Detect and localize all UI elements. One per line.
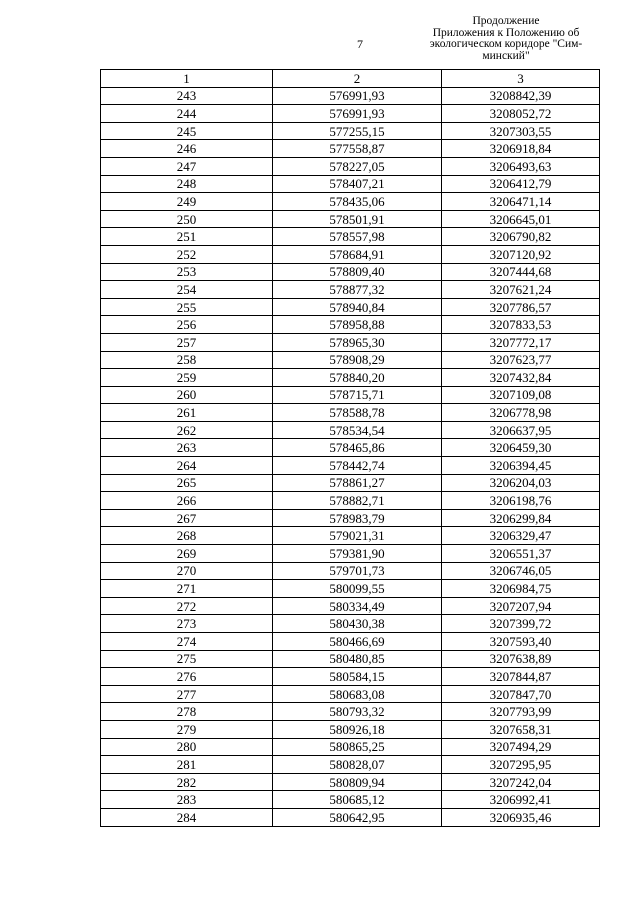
table-row — [101, 457, 600, 475]
table-row — [101, 105, 600, 123]
table-row — [101, 281, 600, 299]
x-coordinate-cell: 577558,87 — [273, 140, 442, 158]
x-coordinate-cell: 578882,71 — [273, 492, 442, 510]
table-row — [101, 369, 600, 387]
x-coordinate-cell: 577255,15 — [273, 122, 442, 140]
point-number-cell: 266 — [101, 492, 273, 510]
table-row — [101, 615, 600, 633]
table-header-row — [101, 70, 600, 88]
table-row — [101, 386, 600, 404]
point-number-cell: 259 — [101, 369, 273, 387]
table-row — [101, 157, 600, 175]
x-coordinate-cell: 578435,06 — [273, 193, 442, 211]
table-row — [101, 685, 600, 703]
point-number-cell: 260 — [101, 386, 273, 404]
x-coordinate-cell: 578965,30 — [273, 333, 442, 351]
table-row — [101, 633, 600, 651]
point-number-cell: 255 — [101, 298, 273, 316]
table-row — [101, 773, 600, 791]
x-coordinate-cell: 578861,27 — [273, 474, 442, 492]
x-coordinate-cell: 578501,91 — [273, 210, 442, 228]
x-coordinate-cell: 579021,31 — [273, 527, 442, 545]
point-number-cell: 277 — [101, 685, 273, 703]
table-row — [101, 193, 600, 211]
table-row — [101, 351, 600, 369]
point-number-cell: 281 — [101, 756, 273, 774]
x-coordinate-cell: 578958,88 — [273, 316, 442, 334]
coordinates-table — [100, 69, 600, 827]
y-coordinate-cell: 3206746,05 — [442, 562, 600, 580]
x-coordinate-cell: 578465,86 — [273, 439, 442, 457]
x-coordinate-cell: 580430,38 — [273, 615, 442, 633]
point-number-cell: 248 — [101, 175, 273, 193]
table-row — [101, 756, 600, 774]
point-number-cell: 284 — [101, 808, 273, 826]
y-coordinate-cell: 3206198,76 — [442, 492, 600, 510]
y-coordinate-cell: 3206918,84 — [442, 140, 600, 158]
point-number-cell: 273 — [101, 615, 273, 633]
point-number-cell: 275 — [101, 650, 273, 668]
x-coordinate-cell: 578983,79 — [273, 509, 442, 527]
x-coordinate-cell: 580865,25 — [273, 738, 442, 756]
point-number-cell: 270 — [101, 562, 273, 580]
x-coordinate-cell: 578908,29 — [273, 351, 442, 369]
y-coordinate-cell: 3206459,30 — [442, 439, 600, 457]
x-coordinate-cell: 578715,71 — [273, 386, 442, 404]
table-row — [101, 650, 600, 668]
header-note-line: минский" — [482, 49, 530, 62]
x-coordinate-cell: 578940,84 — [273, 298, 442, 316]
x-coordinate-cell: 580793,32 — [273, 703, 442, 721]
y-coordinate-cell: 3206299,84 — [442, 509, 600, 527]
point-number-cell: 250 — [101, 210, 273, 228]
x-coordinate-cell: 580099,55 — [273, 580, 442, 598]
point-number-cell: 263 — [101, 439, 273, 457]
point-number-cell: 249 — [101, 193, 273, 211]
y-coordinate-cell: 3207242,04 — [442, 773, 600, 791]
x-coordinate-cell: 579381,90 — [273, 545, 442, 563]
x-coordinate-cell: 580584,15 — [273, 668, 442, 686]
x-coordinate-cell: 578227,05 — [273, 157, 442, 175]
table-row — [101, 87, 600, 105]
table-row — [101, 210, 600, 228]
point-number-cell: 282 — [101, 773, 273, 791]
point-number-cell: 252 — [101, 245, 273, 263]
x-coordinate-cell: 576991,93 — [273, 105, 442, 123]
table-row — [101, 175, 600, 193]
point-number-cell: 262 — [101, 421, 273, 439]
point-number-cell: 254 — [101, 281, 273, 299]
y-coordinate-cell: 3206645,01 — [442, 210, 600, 228]
y-coordinate-cell: 3206329,47 — [442, 527, 600, 545]
table-row — [101, 492, 600, 510]
y-coordinate-cell: 3208052,72 — [442, 105, 600, 123]
table-row — [101, 562, 600, 580]
point-number-cell: 264 — [101, 457, 273, 475]
table-row — [101, 703, 600, 721]
y-coordinate-cell: 3207621,24 — [442, 281, 600, 299]
point-number-cell: 268 — [101, 527, 273, 545]
point-number-cell: 258 — [101, 351, 273, 369]
y-coordinate-cell: 3206992,41 — [442, 791, 600, 809]
point-number-cell: 256 — [101, 316, 273, 334]
table-row — [101, 597, 600, 615]
x-coordinate-cell: 578877,32 — [273, 281, 442, 299]
point-number-cell: 269 — [101, 545, 273, 563]
point-number-cell: 247 — [101, 157, 273, 175]
y-coordinate-cell: 3206394,45 — [442, 457, 600, 475]
y-coordinate-cell: 3207120,92 — [442, 245, 600, 263]
x-coordinate-cell: 580466,69 — [273, 633, 442, 651]
y-coordinate-cell: 3207658,31 — [442, 720, 600, 738]
y-coordinate-cell: 3207847,70 — [442, 685, 600, 703]
table-row — [101, 545, 600, 563]
y-coordinate-cell: 3206412,79 — [442, 175, 600, 193]
y-coordinate-cell: 3207623,77 — [442, 351, 600, 369]
x-coordinate-cell: 578557,98 — [273, 228, 442, 246]
y-coordinate-cell: 3206204,03 — [442, 474, 600, 492]
point-number-cell: 280 — [101, 738, 273, 756]
table-row — [101, 808, 600, 826]
point-number-cell: 257 — [101, 333, 273, 351]
x-coordinate-cell: 579701,73 — [273, 562, 442, 580]
point-number-cell: 283 — [101, 791, 273, 809]
y-coordinate-cell: 3206984,75 — [442, 580, 600, 598]
column-header: 2 — [273, 70, 442, 88]
y-coordinate-cell: 3207399,72 — [442, 615, 600, 633]
y-coordinate-cell: 3207772,17 — [442, 333, 600, 351]
header-note-line: Продолжение — [472, 15, 540, 27]
y-coordinate-cell: 3207593,40 — [442, 633, 600, 651]
x-coordinate-cell: 578407,21 — [273, 175, 442, 193]
x-coordinate-cell: 578534,54 — [273, 421, 442, 439]
table-row — [101, 421, 600, 439]
header-note-line: экологическом коридоре "Сим- — [429, 38, 583, 50]
point-number-cell: 271 — [101, 580, 273, 598]
x-coordinate-cell: 580685,12 — [273, 791, 442, 809]
x-coordinate-cell: 578840,20 — [273, 369, 442, 387]
y-coordinate-cell: 3207295,95 — [442, 756, 600, 774]
y-coordinate-cell: 3206935,46 — [442, 808, 600, 826]
y-coordinate-cell: 3207833,53 — [442, 316, 600, 334]
x-coordinate-cell: 580809,94 — [273, 773, 442, 791]
table-row — [101, 333, 600, 351]
x-coordinate-cell: 578588,78 — [273, 404, 442, 422]
table-row — [101, 140, 600, 158]
y-coordinate-cell: 3208842,39 — [442, 87, 600, 105]
point-number-cell: 246 — [101, 140, 273, 158]
table-row — [101, 668, 600, 686]
table-row — [101, 738, 600, 756]
point-number-cell: 272 — [101, 597, 273, 615]
table-body — [101, 87, 600, 826]
point-number-cell: 251 — [101, 228, 273, 246]
y-coordinate-cell: 3206471,14 — [442, 193, 600, 211]
table-row — [101, 439, 600, 457]
table-row — [101, 509, 600, 527]
y-coordinate-cell: 3206790,82 — [442, 228, 600, 246]
table-row — [101, 263, 600, 281]
table-row — [101, 474, 600, 492]
y-coordinate-cell: 3207638,89 — [442, 650, 600, 668]
y-coordinate-cell: 3206637,95 — [442, 421, 600, 439]
table-row — [101, 245, 600, 263]
table-row — [101, 720, 600, 738]
table-row — [101, 404, 600, 422]
point-number-cell: 276 — [101, 668, 273, 686]
x-coordinate-cell: 580828,07 — [273, 756, 442, 774]
y-coordinate-cell: 3207786,57 — [442, 298, 600, 316]
point-number-cell: 265 — [101, 474, 273, 492]
point-number-cell: 261 — [101, 404, 273, 422]
x-coordinate-cell: 580926,18 — [273, 720, 442, 738]
y-coordinate-cell: 3207444,68 — [442, 263, 600, 281]
point-number-cell: 278 — [101, 703, 273, 721]
table-row — [101, 580, 600, 598]
table-row — [101, 298, 600, 316]
point-number-cell: 279 — [101, 720, 273, 738]
table-row — [101, 527, 600, 545]
column-header: 1 — [101, 70, 273, 88]
y-coordinate-cell: 3207494,29 — [442, 738, 600, 756]
y-coordinate-cell: 3207432,84 — [442, 369, 600, 387]
x-coordinate-cell: 578684,91 — [273, 245, 442, 263]
y-coordinate-cell: 3206551,37 — [442, 545, 600, 563]
x-coordinate-cell: 580334,49 — [273, 597, 442, 615]
y-coordinate-cell: 3206493,63 — [442, 157, 600, 175]
y-coordinate-cell: 3207207,94 — [442, 597, 600, 615]
y-coordinate-cell: 3207793,99 — [442, 703, 600, 721]
y-coordinate-cell: 3207109,08 — [442, 386, 600, 404]
point-number-cell: 267 — [101, 509, 273, 527]
x-coordinate-cell: 578809,40 — [273, 263, 442, 281]
point-number-cell: 245 — [101, 122, 273, 140]
x-coordinate-cell: 576991,93 — [273, 87, 442, 105]
point-number-cell: 274 — [101, 633, 273, 651]
table-row — [101, 228, 600, 246]
table-row — [101, 316, 600, 334]
point-number-cell: 244 — [101, 105, 273, 123]
y-coordinate-cell: 3207844,87 — [442, 668, 600, 686]
page-number: 7 — [357, 37, 363, 51]
column-header: 3 — [442, 70, 600, 88]
x-coordinate-cell: 578442,74 — [273, 457, 442, 475]
header-note-line: Приложения к Положению об — [432, 26, 580, 39]
point-number-cell: 243 — [101, 87, 273, 105]
y-coordinate-cell: 3207303,55 — [442, 122, 600, 140]
x-coordinate-cell: 580642,95 — [273, 808, 442, 826]
table-row — [101, 791, 600, 809]
point-number-cell: 253 — [101, 263, 273, 281]
appendix-header-note — [418, 16, 594, 62]
x-coordinate-cell: 580683,08 — [273, 685, 442, 703]
x-coordinate-cell: 580480,85 — [273, 650, 442, 668]
table-row — [101, 122, 600, 140]
y-coordinate-cell: 3206778,98 — [442, 404, 600, 422]
